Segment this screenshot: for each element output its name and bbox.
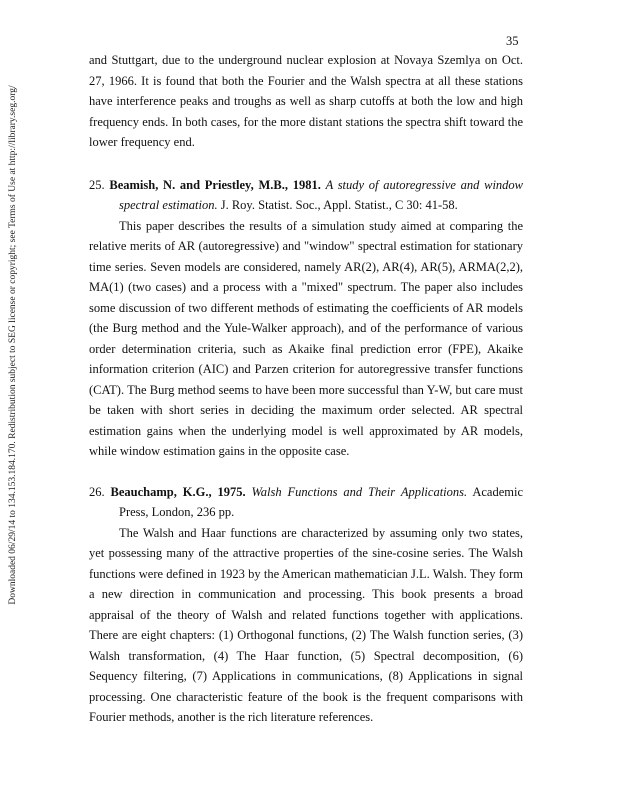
entry-authors: Beamish, N. and Priestley, M.B., 1981. — [109, 177, 321, 192]
entry-source: J. Roy. Statist. Soc., Appl. Statist., C 30: 41-58. — [220, 198, 458, 212]
entry-number: 26. — [89, 484, 105, 499]
entry-25-abstract: This paper describes the results of a simulation study aimed at comparing the relative merits of AR (autoregressive) and "window" spectral estimation for stationary time series. Seven models are considered, namely AR(2), AR(4), AR(5), ARMA(2,2), MA(1) (two cases) and a process with a "mixed" spectrum. The paper also includes some discussion of two different methods of estimating the coefficients of AR models (the Burg method and the Yule-Walker approach), and of the performance of various order determination criteria, such as Akaike final prediction error (FPE), Akaike information criterion (AIC) and Parzen criterion for autoregressive transfer functions (CAT). The Burg method seems to have been more successful than Y-W, but care must be taken with short series in deciding the maximum order selected. AR spectral estimation gains when the underlying model is well approximated by AR models, while window estimation gains in the opposite case. — [89, 218, 523, 458]
entry-source: Academic Press, London, 236 pp. — [119, 484, 524, 519]
entry-title: A study of autoregressive and window spectral estimation. — [119, 177, 524, 212]
entry-number: 25. — [89, 177, 105, 192]
entry-25-citation — [89, 175, 523, 216]
download-notice: Downloaded 06/29/14 to 134.153.184.170. Redistribution subject to SEG license or copyright; see Terms of Use at http://library.seg.org/ — [8, 85, 18, 605]
entry-26 — [89, 482, 523, 728]
entry-authors: Beauchamp, K.G., 1975. — [110, 484, 246, 499]
entry-26-abstract: The Walsh and Haar functions are characterized by assuming only two states, yet possessing many of the attractive properties of the sine-cosine series. The Walsh functions were defined in 1923 by the American mathematician J.L. Walsh. They form a new direction in communication and processing. This book presents a broad appraisal of the theory of Walsh and related functions together with applications. There are eight chapters: (1) Orthogonal functions, (2) The Walsh function series, (3) Walsh transformation, (4) The Haar function, (5) Spectral decomposition, (6) Sequency filtering, (7) Applications in communications, (8) Applications in signal processing. One characteristic feature of the book is the frequent comparisons with Fourier methods, another is the rich literature references. — [89, 525, 523, 724]
continuation-paragraph: and Stuttgart, due to the underground nuclear explosion at Novaya Szemlya on Oct. 27, 1966. It is found that both the Fourier and the Walsh spectra at all these stations have interference peaks and troughs as well as sharp cutoffs at both the low and high frequency ends. In both cases, for the more distant stations the spectra shift toward the lower frequency end. — [89, 53, 523, 149]
page-number: 35 — [506, 34, 519, 48]
entry-26-citation — [89, 482, 523, 523]
entry-title: Walsh Functions and Their Applications. — [251, 484, 468, 499]
page-body — [89, 50, 523, 728]
entry-25 — [89, 175, 523, 462]
